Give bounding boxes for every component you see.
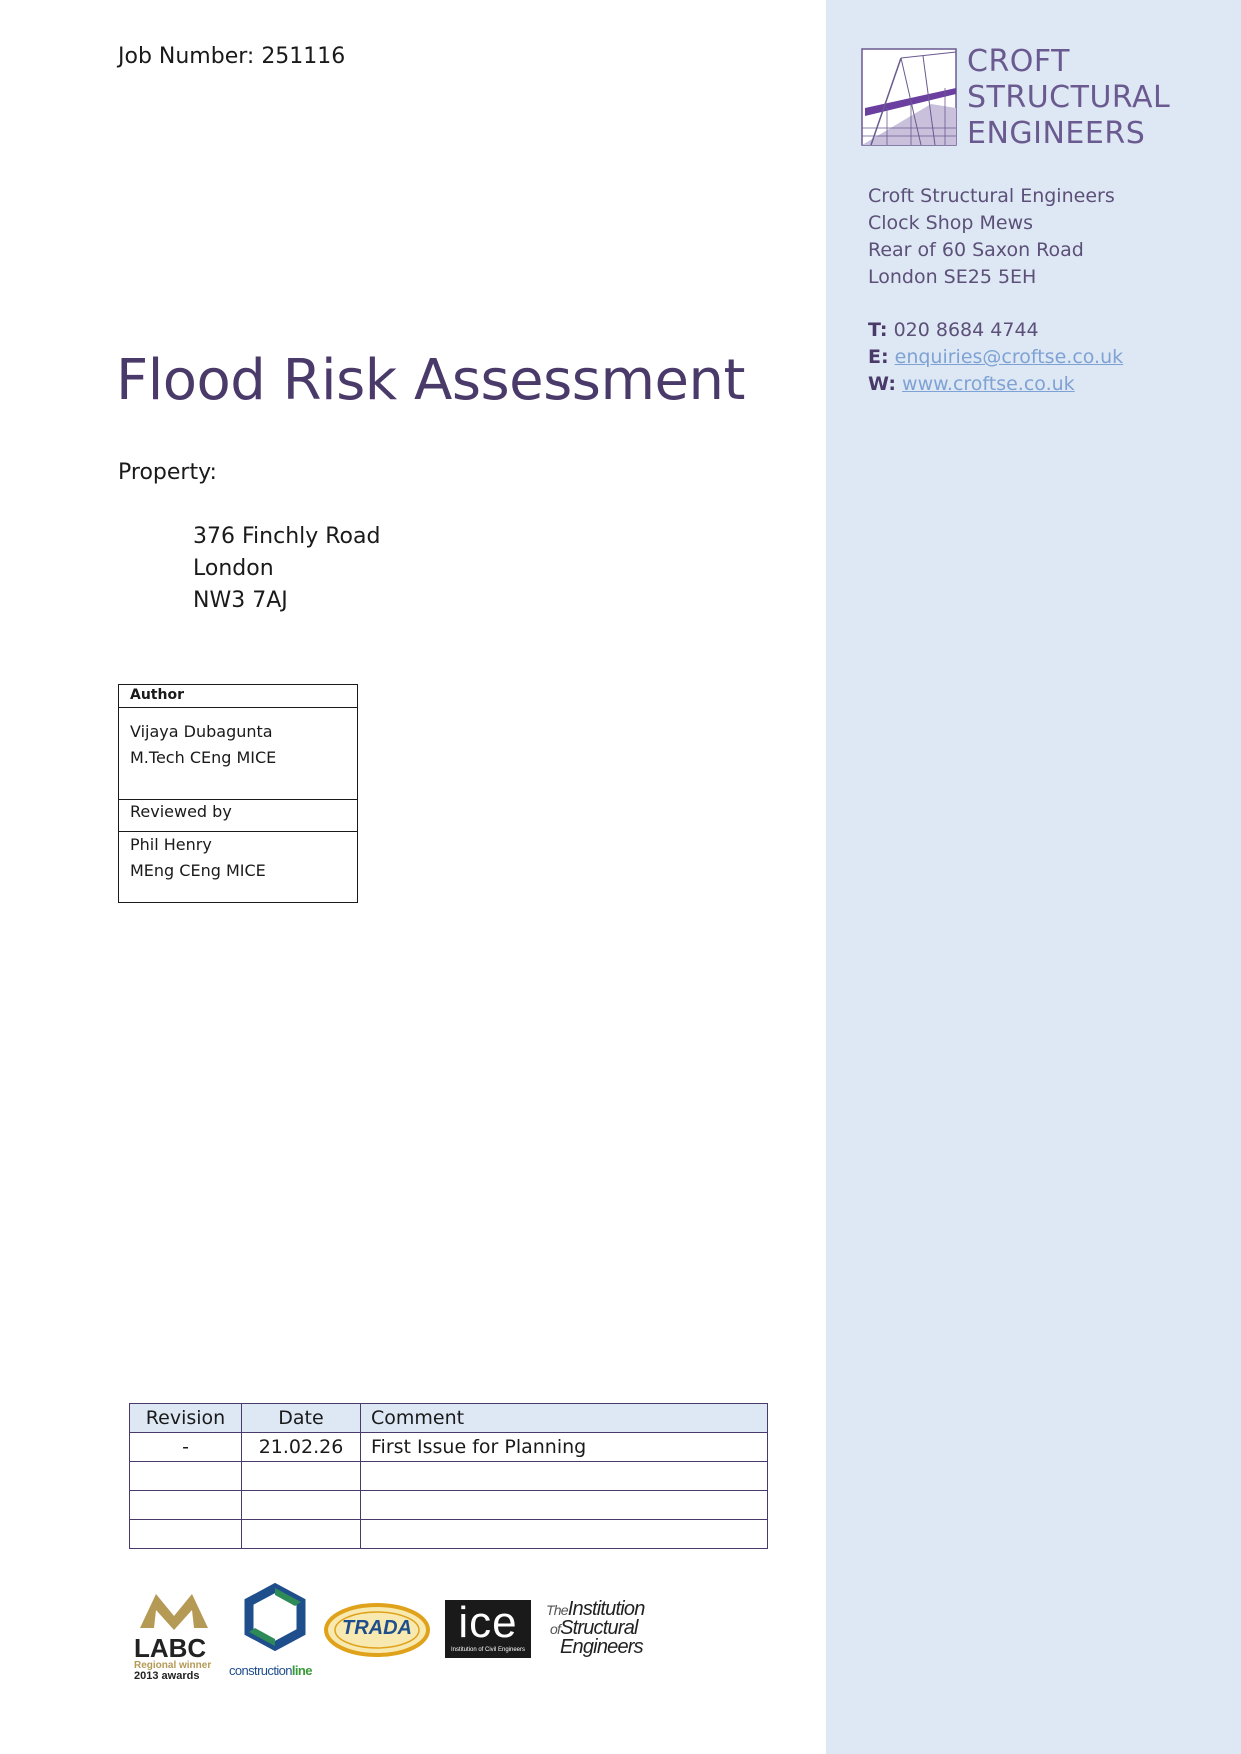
address-line: 376 Finchly Road (193, 524, 381, 549)
brand-name: CROFT STRUCTURAL ENGINEERS (967, 44, 1171, 151)
table-row (130, 1520, 768, 1549)
email-link[interactable]: enquiries@croftse.co.uk (894, 346, 1124, 368)
table-cell (361, 1520, 768, 1549)
ice-logo: ice Institution of Civil Engineers (445, 1600, 531, 1658)
reviewer-name: Phil Henry (130, 835, 212, 854)
table-cell (130, 1520, 242, 1549)
contact-email: E: enquiries@croftse.co.uk (868, 346, 1124, 368)
table-cell (242, 1491, 361, 1520)
reviewer-qualifications: MEng CEng MICE (130, 861, 266, 880)
constructionline-logo: constructionline (229, 1582, 321, 1678)
author-details (119, 708, 357, 800)
table-header-row (130, 1404, 768, 1433)
reviewer-details (119, 832, 357, 902)
website-link[interactable]: www.croftse.co.uk (902, 373, 1075, 395)
labc-logo: LABC Regional winner 2013 awards (134, 1588, 212, 1678)
trada-logo: TRADA (323, 1602, 431, 1658)
istructe-logo: TheInstitution ofStructural Engineers (546, 1598, 645, 1658)
column-header: Date (242, 1404, 361, 1433)
table-cell: 21.02.26 (242, 1433, 361, 1462)
contact-phone: T: 020 8684 4744 (868, 319, 1039, 341)
table-cell (242, 1520, 361, 1549)
author-qualifications: M.Tech CEng MICE (130, 748, 277, 767)
table-cell (130, 1462, 242, 1491)
property-label: Property: (118, 460, 217, 485)
address-line: NW3 7AJ (193, 588, 288, 613)
labc-roof-icon (134, 1588, 212, 1632)
author-heading: Author (119, 685, 357, 708)
contact-website: W: www.croftse.co.uk (868, 373, 1075, 395)
table-cell (130, 1491, 242, 1520)
column-header: Revision (130, 1404, 242, 1433)
croft-logo-icon (861, 48, 957, 146)
table-row (130, 1462, 768, 1491)
property-address (193, 521, 380, 617)
column-header: Comment (361, 1404, 768, 1433)
reviewer-heading: Reviewed by (119, 800, 357, 832)
table-cell (361, 1491, 768, 1520)
author-name: Vijaya Dubagunta (130, 722, 273, 741)
accreditation-logos (130, 1582, 650, 1682)
address-line: London (193, 556, 274, 581)
document-title: Flood Risk Assessment (116, 348, 745, 413)
table-row (130, 1433, 768, 1462)
contact-address-line: Rear of 60 Saxon Road (868, 239, 1084, 261)
contact-details (868, 183, 1123, 398)
table-row (130, 1491, 768, 1520)
author-box (118, 684, 358, 903)
revision-table (129, 1403, 768, 1549)
contact-address-line: London SE25 5EH (868, 266, 1037, 288)
table-cell (242, 1462, 361, 1491)
contact-address-line: Clock Shop Mews (868, 212, 1034, 234)
table-cell: - (130, 1433, 242, 1462)
table-cell (361, 1462, 768, 1491)
contact-address-line: Croft Structural Engineers (868, 185, 1115, 207)
job-number: Job Number: 251116 (118, 44, 346, 69)
table-cell: First Issue for Planning (361, 1433, 768, 1462)
constructionline-hexagon-icon (229, 1582, 321, 1660)
